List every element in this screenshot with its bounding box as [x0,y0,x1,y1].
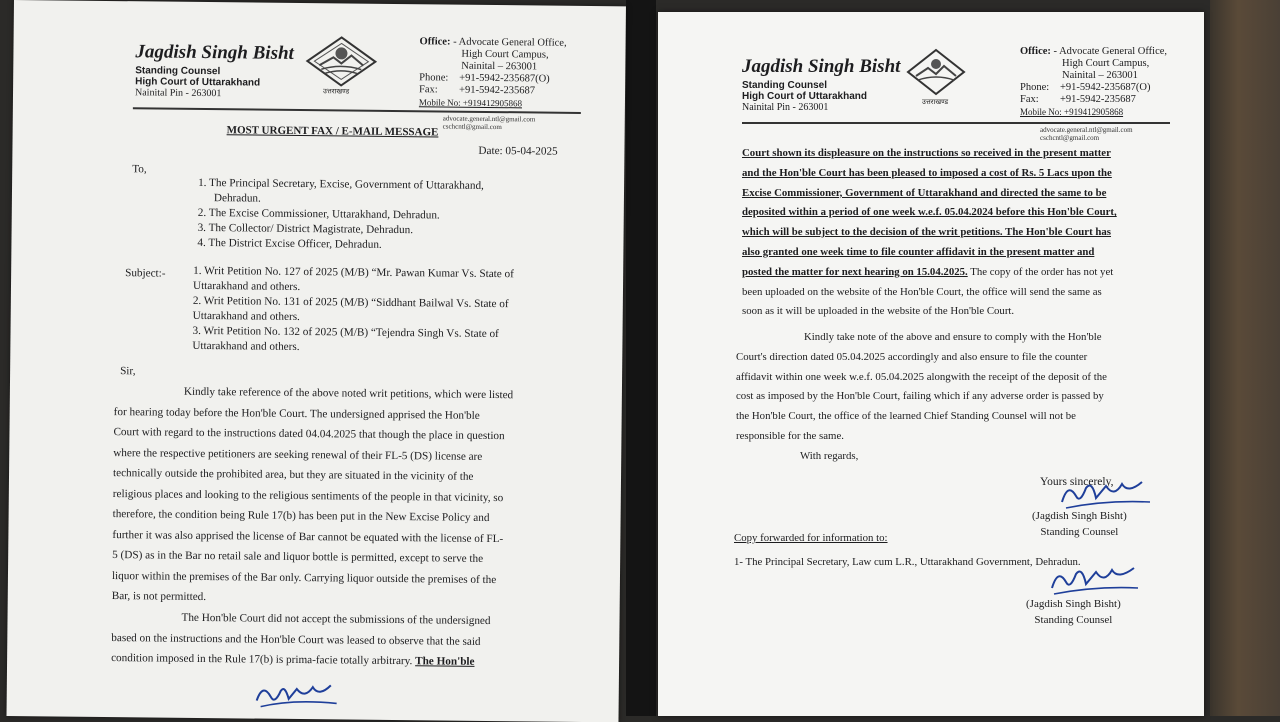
letter-date: Date: 05-04-2025 [478,144,558,158]
letterhead-name: Jagdish Singh Bisht [742,56,901,77]
p3-line-1: Kindly take note of the above and ensure to comply with the Hon'ble [804,331,1102,343]
p3-line-3: affidavit within one week w.e.f. 05.04.2025 alongwith the receipt of the deposit of the [736,370,1107,383]
subject-3: 3. Writ Petition No. 132 of 2025 (M/B) “Tejendra Singh Vs. State of [192,324,499,341]
p1-line-9: 5 (DS) as in the Bar no retail sale and liquor bottle is permitted, except to serve the [112,549,484,565]
recipient-3: 3. The Collector/ District Magistrate, Dehradun. [197,221,414,237]
phone-number: +91-5942-235687(O) [1060,82,1151,93]
letter-page-1 [7,0,626,722]
yours-sincerely: Yours sincerely, [1040,476,1114,488]
pc-line-7 [742,263,1170,283]
letterhead-line2: High Court of Uttarakhand [742,91,867,102]
urgent-heading: MOST URGENT FAX / E-MAIL MESSAGE [226,124,439,139]
p1-line-3: Court with regard to the instructions dated 04.04.2025 that though the place in question [113,426,505,443]
signatory-title: Standing Counsel [1040,526,1119,538]
regards-line: With regards, [800,450,859,462]
pc-line-5: which will be subject to the decision of the writ petitions. The Hon'ble Court has [742,226,1112,239]
office-label: Office: [419,36,451,48]
office-line-3: Nainital – 263001 [461,60,538,73]
fax-label: Fax: [1020,94,1039,105]
signatory-name-2: (Jagdish Singh Bisht) [1026,598,1121,610]
emblem-caption: उत्तराखण्ड [323,87,350,96]
office-line-3: Nainital – 263001 [1062,70,1138,81]
p1-line-1: Kindly take reference of the above noted writ petitions, which were listed [183,385,514,402]
mobile-number: Mobile No: +919412905868 [1020,107,1124,117]
email-2: cschcntl@gmail.com [442,122,502,132]
pc-line-2: and the Hon'ble Court has been pleased to imposed a cost of Rs. 5 Lacs upon the [742,166,1112,179]
emblem-icon [906,48,966,98]
fax-number: +91-5942-235687 [1060,94,1136,105]
signature-block [1032,508,1127,540]
subject-2-cont: Uttarakhand and others. [192,309,300,324]
salutation: Sir, [120,365,136,378]
letterhead-line3: Nainital Pin - 263001 [134,87,222,100]
pc-line-4: deposited within a period of one week w.e.f. 05.04.2024 before this Hon'ble Court, [742,206,1117,219]
letterhead-line2: High Court of Uttarakhand [135,76,261,89]
email-block [443,114,536,131]
office-line-1: - Advocate General Office, [1053,46,1168,57]
paragraph-continued [742,144,1170,322]
p1-line-6: religious places and looking to the religious sentiments of the people in that vicinity, so [112,487,504,504]
recipient-list [197,176,576,255]
pc-line-7-text: The copy of the order has not yet [967,265,1114,278]
p1-line-5: technically outside the prohibited area, but they are situated in the vicinity of the [112,467,474,483]
subject-list [192,264,577,358]
p1-line-7: therefore, the condition being Rule 17(b) has been put in the New Excise Policy and [112,508,490,525]
background-right [1210,0,1280,716]
paragraph-2 [111,607,580,673]
mobile-number: Mobile No: +919412905868 [418,97,523,109]
p2-line-1: The Hon'ble Court did not accept the submissions of the undersigned [181,611,491,628]
p1-line-2: for hearing today before the Hon'ble Court. The undersigned apprised the Hon'ble [113,405,480,422]
phone-number: +91-5942-235687(O) [459,72,550,85]
email-1: advocate.general.ntl@gmail.com [1040,126,1133,134]
p2-line-2: based on the instructions and the Hon'ble Court was leased to observe that the said [111,631,481,648]
p2-line-3-text: condition imposed in the Rule 17(b) is prima-facie totally arbitrary. [111,652,413,668]
paragraph-1 [112,381,582,611]
office-line-2: High Court Campus, [461,48,549,61]
email-2: cschcntl@gmail.com [1040,134,1100,142]
p1-line-4: where the respective petitioners are seeking renewal of their FL-5 (DS) license are [113,446,483,463]
subject-1: 1. Writ Petition No. 127 of 2025 (M/B) “Mr. Pawan Kumar Vs. State of [193,264,514,281]
email-1: advocate.general.ntl@gmail.com [442,114,536,124]
paragraph-3 [736,328,1170,447]
recipient-2: 2. The Excise Commissioner, Uttarakhand, Dehradun. [197,206,440,222]
subject-3-cont: Uttarakhand and others. [192,339,300,354]
email-block [1040,126,1133,142]
phone-label: Phone: [419,72,449,84]
letterhead-line1: Standing Counsel [135,65,221,78]
letterhead-line1: Standing Counsel [742,80,827,91]
emblem-caption: उत्तराखण्ड [922,98,949,106]
office-label: Office: [1020,46,1051,57]
p1-line-10: liquor within the premises of the Bar only. Carrying liquor outside the premises of the [111,569,497,586]
letterhead-details [742,80,867,113]
p3-line-5: the Hon'ble Court, the office of the learned Chief Standing Counsel will not be [736,410,1076,423]
header-rule [742,122,1170,124]
letterhead-name: Jagdish Singh Bisht [135,41,294,64]
office-line-2: High Court Campus, [1062,58,1150,69]
pc-line-8: been uploaded on the website of the Hon'ble Court, the office will send the same as [742,285,1102,298]
p3-line-6: responsible for the same. [736,429,844,442]
p2-line-3-underlined: The Hon'ble [415,655,475,668]
pc-line-3: Excise Commissioner, Government of Uttarakhand and directed the same to be [742,186,1107,199]
office-block [1020,46,1167,119]
phone-label: Phone: [1020,82,1050,93]
signatory-title-2: Standing Counsel [1034,614,1113,626]
p1-line-8: further it was also apprised the license of Bar cannot be equated with the license of FL- [112,528,504,545]
subject-2: 2. Writ Petition No. 131 of 2025 (M/B) “Siddhant Bailwal Vs. State of [192,294,509,311]
pc-line-6: also granted one week time to file counter affidavit in the present matter and [742,245,1095,258]
signature-mark-1 [253,677,343,714]
p3-line-4: cost as imposed by the Hon'ble Court, failing which if any adverse order is passed by [736,390,1104,403]
recipient-4: 4. The District Excise Officer, Dehradun. [197,236,382,251]
recipient-1-city: Dehradun. [213,192,261,205]
fax-label: Fax: [419,84,438,96]
subject-1-cont: Uttarakhand and others. [192,279,301,294]
letterhead-details [135,65,260,99]
signature-mark-2 [1056,472,1156,512]
pc-line-9: soon as it will be uploaded in the website of the Hon'ble Court. [742,305,1015,318]
office-line-1: - Advocate General Office, [453,36,567,49]
recipient-1: 1. The Principal Secretary, Excise, Government of Uttarakhand, [198,176,484,192]
pc-line-1: Court shown its displeasure on the instructions so received in the present matter [742,147,1111,159]
signature-block-2 [1026,596,1121,628]
background-gap [626,0,656,716]
signature-mark-3 [1046,560,1142,600]
p1-line-11: Bar, is not permitted. [111,590,207,604]
copy-item-1: 1- The Principal Secretary, Law cum L.R., Uttarakhand Government, Dehradun. [734,556,1081,568]
subject-label: Subject:- [125,267,166,280]
letterhead-line3: Nainital Pin - 263001 [742,102,829,113]
office-block [419,36,567,111]
emblem-icon [305,35,378,88]
pc-line-7-underlined: posted the matter for next hearing on 15.04.2025. [742,265,968,278]
p3-line-2: Court's direction dated 05.04.2025 accordingly and also ensure to file the counter [736,350,1088,363]
to-label: To, [132,163,147,176]
signatory-name: (Jagdish Singh Bisht) [1032,510,1127,522]
copy-heading: Copy forwarded for information to: [734,532,888,544]
letter-page-2 [658,12,1204,716]
fax-number: +91-5942-235687 [459,84,536,97]
p2-line-3 [111,648,579,673]
